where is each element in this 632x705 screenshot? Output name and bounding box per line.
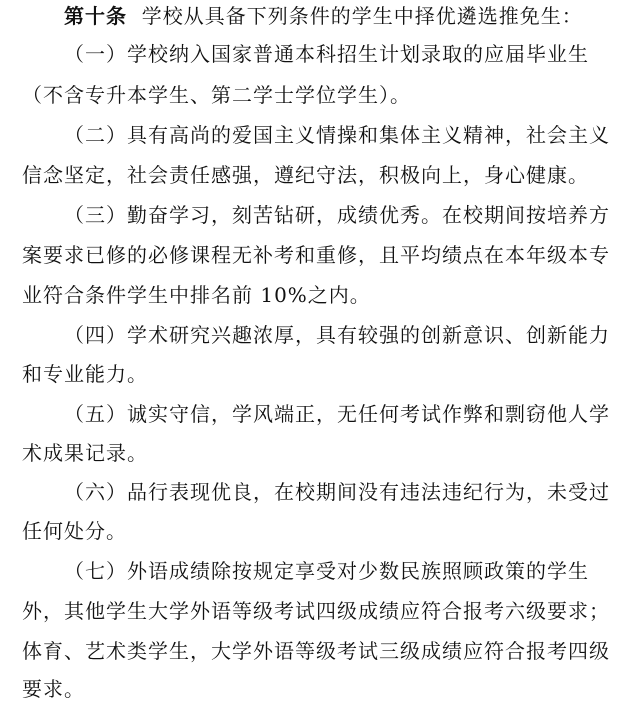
paragraph-line: （七）外语成绩除按规定享受对少数民族照顾政策的学生 xyxy=(64,559,589,583)
paragraph-line: 外，其他学生大学外语等级考试四级成绩应符合报考六级要求； xyxy=(22,599,610,623)
article-heading-line xyxy=(0,4,632,28)
paragraph-line: （二）具有高尚的爱国主义情操和集体主义精神，社会主义 xyxy=(64,123,610,147)
paragraph-line: 任何处分。 xyxy=(22,519,127,543)
paragraph-line: 体育、艺术类学生，大学外语等级考试三级成绩应符合报考四级 xyxy=(22,639,610,663)
paragraph-line: 业符合条件学生中排名前 10%之内。 xyxy=(22,283,371,307)
paragraph-line: （一）学校纳入国家普通本科招生计划录取的应届毕业生 xyxy=(64,42,589,66)
article-title: 第十条 xyxy=(64,4,127,28)
paragraph-line: 案要求已修的必修课程无补考和重修，且平均绩点在本年级本专 xyxy=(22,243,610,267)
paragraph-line: 要求。 xyxy=(22,677,85,701)
paragraph-line: 和专业能力。 xyxy=(22,362,148,386)
paragraph-line: （五）诚实守信，学风端正，无任何考试作弊和剽窃他人学 xyxy=(64,402,610,426)
article-intro: 学校从具备下列条件的学生中择优遴选推免生： xyxy=(141,4,583,28)
paragraph-line: 术成果记录。 xyxy=(22,441,148,465)
paragraph-line: 信念坚定，社会责任感强，遵纪守法，积极向上，身心健康。 xyxy=(22,163,589,187)
paragraph-line: （四）学术研究兴趣浓厚，具有较强的创新意识、创新能力 xyxy=(64,323,610,347)
paragraph-line: （六）品行表现优良，在校期间没有违法违纪行为，未受过 xyxy=(64,480,610,504)
paragraph-line: （不含专升本学生、第二学士学位学生）。 xyxy=(22,83,411,107)
paragraph-line: （三）勤奋学习，刻苦钻研，成绩优秀。在校期间按培养方 xyxy=(64,203,610,227)
